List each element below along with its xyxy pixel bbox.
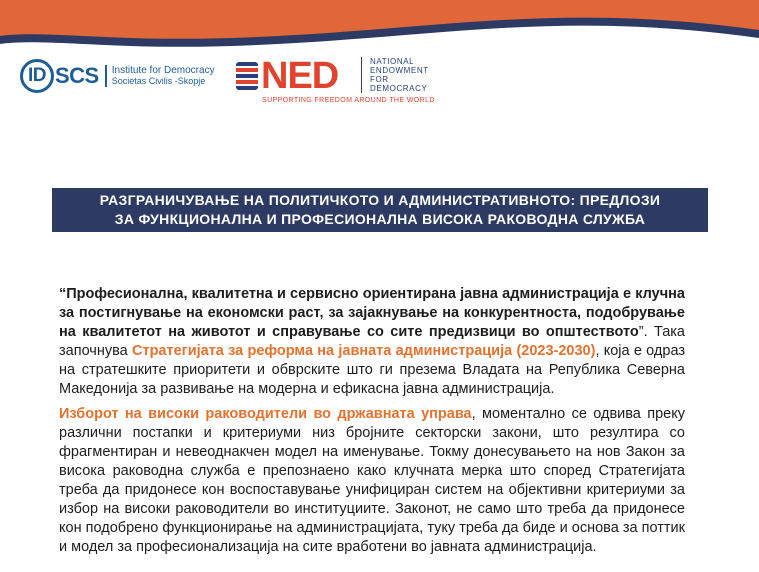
title-line-2: ЗА ФУНКЦИОНАЛНА И ПРОФЕСИОНАЛНА ВИСОКА РАКОВОДНА СЛУЖБА: [114, 211, 646, 227]
ned-logo-mark: [236, 56, 338, 96]
ned-flag-icon: [236, 62, 258, 90]
idscs-logo-text: [105, 65, 215, 87]
ned-logo-letters: NED: [261, 55, 339, 97]
paragraph-selection: [59, 405, 685, 557]
title-line-1: РАЗГРАНИЧУВАЊЕ НА ПОЛИТИЧКОТО И АДМИНИСТРАТИВНОТО: ПРЕДЛОЗИ: [99, 192, 661, 208]
ned-org-line3: FOR: [370, 75, 389, 84]
paragraph-intro: [59, 285, 685, 399]
ned-org-line1: NATIONAL: [370, 57, 415, 66]
selection-rest: , моментално се одвива преку различни постапки и критериуми низ бројните секторски закони, што резултира со фрагментиран и невеоднакчен модел на именување. Токму донесувањето на нов Закон за висока раководна служба е препознаено како клучната мерка што според Стратегијата треба да придонесе кон воспоставување унифициран систем на објективни критериуми за избор на високи раководители во институциите. Законот, не само што треба да придонесе кон подобрено функционирање на администрацијата, туку треба да биде и основа за поттик и модел за професионализација на сите вработени во јавната администрација.: [59, 406, 685, 555]
idscs-name-line2: Societas Civilis -Skopje: [111, 76, 206, 86]
ned-org-line4: DEMOCRACY: [370, 84, 428, 93]
idscs-logo-letters: SCS: [55, 63, 99, 88]
ned-org-name: [361, 57, 429, 93]
header-wave-banner: [0, 0, 759, 60]
ned-logo: [236, 56, 476, 106]
idscs-logo: [20, 58, 215, 94]
strategy-name: Стратегијата за реформа на јавната администрација (2023-2030): [132, 343, 596, 359]
idscs-name-line1: Institute for Democracy: [111, 65, 215, 76]
strategy-quote: “Професионална, квалитетна и сервисно ориентирана јавна администрација е клучна за постигнување на економски раст, за зајакнување на конкурентноста, подобрување на квалитетот на животот и справување со сите предизвици во општеството: [59, 286, 685, 340]
quote-continuation: ”. Така започнува: [59, 324, 685, 359]
intro-rest: , која е одраз на стратешките приоритети и обврските што ги презема Владата на Република Северна Македонија за развивање на модерна и ефикасна јавна администрација.: [59, 343, 685, 397]
idscs-logo-mark: [20, 59, 99, 93]
ned-org-line2: ENDOWMENT: [370, 66, 429, 75]
idscs-logo-circle: ID: [20, 59, 54, 93]
document-title: [52, 188, 708, 232]
selection-highlight: Изборот на високи раководители во државната управа: [59, 406, 472, 422]
ned-tagline: SUPPORTING FREEDOM AROUND THE WORLD: [262, 97, 435, 104]
